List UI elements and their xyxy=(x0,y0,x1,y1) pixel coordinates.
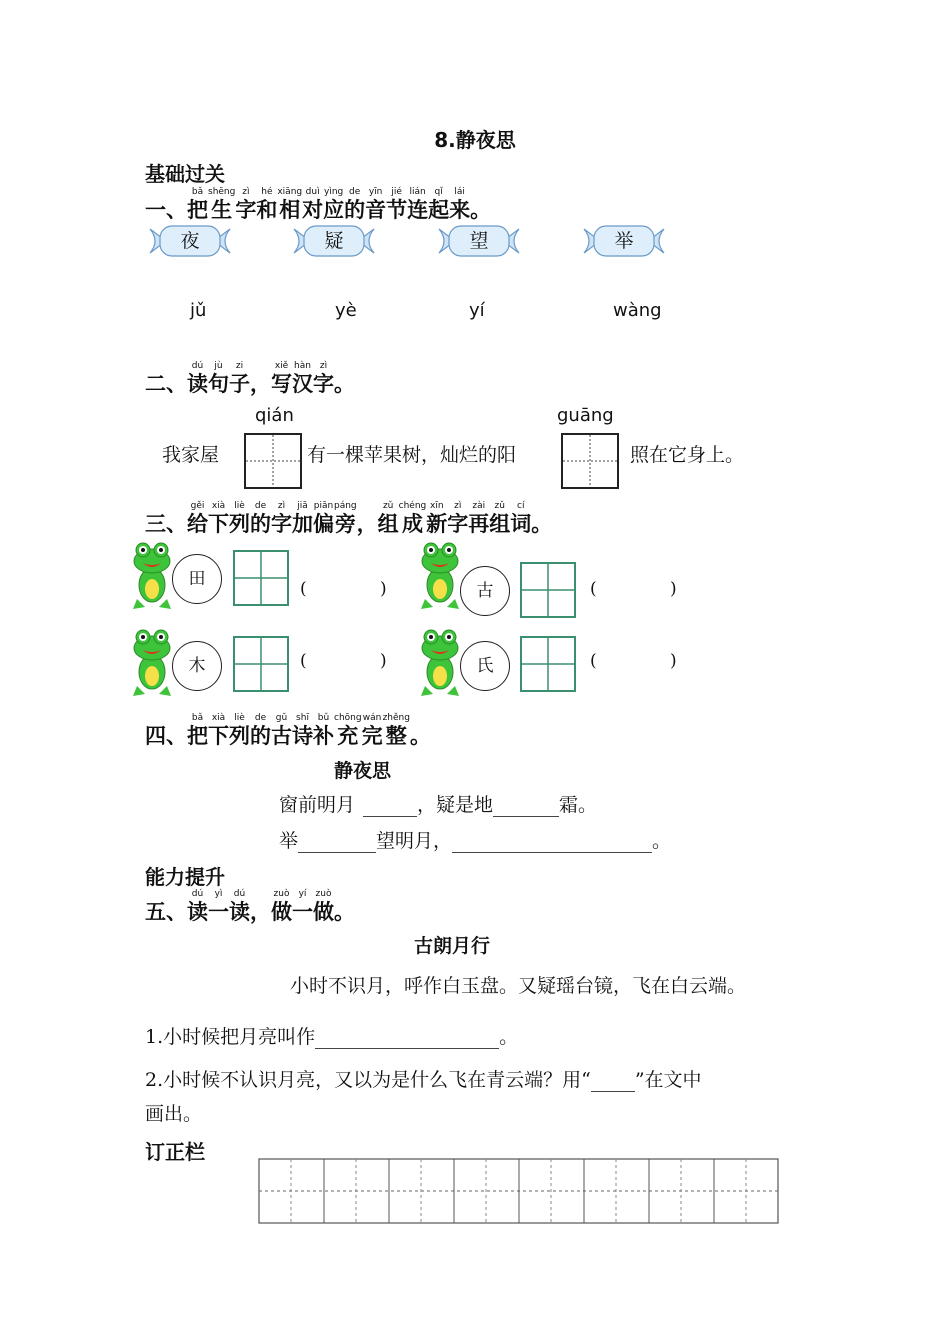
paren-close: ) xyxy=(380,579,387,599)
pinyin-option-1[interactable]: jǔ xyxy=(190,300,207,321)
heading-char: 下 xyxy=(208,512,229,536)
poem-title-1: 静夜思 xyxy=(334,760,392,782)
correction-label: 订正栏 xyxy=(145,1140,205,1164)
heading-char: 对 xyxy=(302,198,324,222)
heading-segment xyxy=(383,712,410,748)
heading-char: 充 xyxy=(337,724,359,748)
pinyin-annotation: chéng xyxy=(398,501,427,511)
heading-segment xyxy=(229,888,250,924)
heading-char: 一 xyxy=(292,900,313,924)
heading-char: ， xyxy=(356,512,378,536)
pinyin-hint-1: qián xyxy=(255,405,294,426)
heading-segment xyxy=(531,500,552,536)
pinyin-annotation: duì xyxy=(305,187,320,197)
q5-heading xyxy=(145,888,355,924)
heading-segment xyxy=(323,186,344,222)
heading-char: 。 xyxy=(531,512,553,536)
heading-char: 和 xyxy=(256,198,278,222)
pinyin-annotation: bǎ xyxy=(191,713,204,723)
pinyin-annotation: zi xyxy=(235,361,244,371)
heading-char: 。 xyxy=(334,372,355,396)
pinyin-annotation: dú xyxy=(233,889,246,899)
poem-text: 望明月， xyxy=(376,830,453,852)
heading-char: 做 xyxy=(313,900,334,924)
pinyin-option-4[interactable]: wàng xyxy=(613,300,662,321)
blank-6[interactable] xyxy=(591,1071,635,1092)
heading-segment xyxy=(292,500,313,536)
pinyin-annotation: lián xyxy=(409,187,426,197)
candy-char: 夜 xyxy=(180,230,200,252)
pinyin-annotation: cí xyxy=(517,501,525,511)
heading-segment xyxy=(229,712,250,748)
heading-char: ， xyxy=(250,900,271,924)
pinyin-annotation: dú xyxy=(191,889,204,899)
candy-char: 望 xyxy=(469,230,489,252)
pinyin-annotation: jù xyxy=(214,361,223,371)
heading-segment xyxy=(292,712,313,748)
pinyin-annotation: liè xyxy=(234,501,245,511)
pinyin-annotation: yí xyxy=(298,889,307,899)
heading-char: 读 xyxy=(229,900,250,924)
heading-segment xyxy=(426,500,447,536)
pinyin-annotation: bǎ xyxy=(191,187,204,197)
heading-char: 。 xyxy=(334,900,355,924)
heading-segment xyxy=(229,500,250,536)
grid-box[interactable] xyxy=(233,550,289,606)
q4-heading xyxy=(145,712,431,748)
heading-char: 来 xyxy=(449,198,471,222)
poem-text: 。 xyxy=(652,830,672,852)
heading-char: 整 xyxy=(385,724,407,748)
poem-text: 窗前明月 xyxy=(279,794,356,816)
heading-char: 旁 xyxy=(334,512,356,536)
pinyin-annotation: xiāng xyxy=(277,187,303,197)
frog-icon xyxy=(419,624,461,698)
heading-char: 偏 xyxy=(313,512,334,536)
heading-segment xyxy=(378,500,399,536)
heading-segment xyxy=(208,360,229,396)
heading-segment xyxy=(357,500,378,536)
pinyin-annotation: páng xyxy=(334,501,357,511)
heading-segment xyxy=(271,360,292,396)
poem-text: ，疑是地 xyxy=(417,794,494,816)
pinyin-annotation: piān xyxy=(313,501,334,511)
heading-segment xyxy=(250,500,271,536)
heading-segment xyxy=(145,888,187,924)
heading-segment xyxy=(313,360,334,396)
writing-box-2[interactable] xyxy=(561,433,619,489)
candy-1[interactable] xyxy=(148,224,232,262)
candy-3[interactable] xyxy=(437,224,521,262)
heading-char: 的 xyxy=(344,198,366,222)
heading-char: 下 xyxy=(208,724,229,748)
heading-char: ， xyxy=(250,372,271,396)
candy-4[interactable] xyxy=(582,224,666,262)
heading-char: 成 xyxy=(401,512,423,536)
heading-char: 字 xyxy=(271,512,292,536)
heading-segment xyxy=(187,712,208,748)
frog-icon xyxy=(131,624,173,698)
heading-char: 一、 xyxy=(145,198,187,222)
heading-segment xyxy=(292,888,313,924)
heading-char: 新 xyxy=(426,512,448,536)
pinyin-annotation: bǔ xyxy=(317,713,330,723)
sentence-part-1: 我家屋 xyxy=(162,444,220,466)
pinyin-annotation: xià xyxy=(211,501,226,511)
heading-segment xyxy=(344,186,365,222)
pinyin-annotation: liè xyxy=(234,713,245,723)
poem-text: 举 xyxy=(279,830,299,852)
paren-open: ( xyxy=(590,651,597,671)
heading-segment xyxy=(399,500,427,536)
heading-char: 应 xyxy=(323,198,345,222)
heading-segment xyxy=(187,888,208,924)
heading-char: 子 xyxy=(229,372,250,396)
pinyin-annotation: de xyxy=(254,501,267,511)
heading-segment xyxy=(145,500,187,536)
pinyin-annotation: zhěng xyxy=(382,713,410,723)
heading-segment xyxy=(334,712,362,748)
heading-segment xyxy=(510,500,531,536)
char-circle: 田 xyxy=(172,554,222,604)
pinyin-annotation: de xyxy=(254,713,267,723)
heading-char: 连 xyxy=(407,198,429,222)
heading-char: 字 xyxy=(313,372,334,396)
pinyin-annotation: dú xyxy=(191,361,204,371)
pinyin-annotation: yīn xyxy=(368,187,383,197)
pinyin-annotation: jié xyxy=(391,187,402,197)
pinyin-annotation: shēng xyxy=(208,187,236,197)
char-circle: 氏 xyxy=(460,641,510,691)
heading-segment xyxy=(187,360,208,396)
heading-segment xyxy=(449,186,470,222)
q3-heading xyxy=(145,500,552,536)
heading-segment xyxy=(313,888,334,924)
pinyin-annotation: zì xyxy=(454,501,462,511)
candy-char: 举 xyxy=(614,230,634,252)
writing-box-1[interactable] xyxy=(244,433,302,489)
pinyin-option-3[interactable]: yí xyxy=(469,300,485,321)
sentence-part-3: 照在它身上。 xyxy=(630,444,745,466)
pinyin-annotation: zì xyxy=(319,361,328,371)
grid-box[interactable] xyxy=(520,562,576,618)
heading-char: 二、 xyxy=(145,372,187,396)
heading-char: 句 xyxy=(208,372,229,396)
heading-segment xyxy=(187,186,208,222)
pinyin-annotation: de xyxy=(349,187,361,197)
poem-text: 霜。 xyxy=(559,794,598,816)
heading-char: 做 xyxy=(271,900,292,924)
heading-segment xyxy=(250,888,271,924)
heading-segment xyxy=(271,500,292,536)
grid-box[interactable] xyxy=(520,636,576,692)
pinyin-annotation: zǔ xyxy=(382,501,394,511)
pinyin-annotation: chōng xyxy=(334,713,362,723)
heading-segment xyxy=(250,712,271,748)
heading-char: 字 xyxy=(447,512,469,536)
poem-line-1 xyxy=(279,790,597,817)
correction-grid[interactable] xyxy=(258,1158,780,1225)
candy-2[interactable] xyxy=(292,224,376,262)
heading-char: 汉 xyxy=(292,372,313,396)
frog-icon xyxy=(419,537,461,611)
heading-segment xyxy=(187,500,208,536)
char-circle: 木 xyxy=(172,641,222,691)
section-basic: 基础过关 xyxy=(145,162,225,186)
heading-segment xyxy=(334,888,355,924)
pinyin-annotation: hàn xyxy=(294,361,311,371)
heading-segment xyxy=(362,712,383,748)
pinyin-option-2[interactable]: yè xyxy=(335,300,357,321)
heading-char: 组 xyxy=(489,512,511,536)
candy-char: 疑 xyxy=(324,230,344,252)
pinyin-annotation: xià xyxy=(211,713,226,723)
pinyin-annotation: lái xyxy=(454,187,465,197)
heading-segment xyxy=(208,712,229,748)
heading-char: 五、 xyxy=(145,900,187,924)
heading-char: 读 xyxy=(187,372,208,396)
heading-char: 组 xyxy=(377,512,399,536)
page-title: 8.静夜思 xyxy=(434,128,516,152)
blank-3[interactable] xyxy=(298,832,376,853)
section-advanced: 能力提升 xyxy=(145,865,225,889)
blank-1[interactable] xyxy=(363,796,417,817)
heading-char: 列 xyxy=(229,724,250,748)
pinyin-annotation: yìng xyxy=(324,187,344,197)
heading-segment xyxy=(365,186,386,222)
heading-segment xyxy=(145,712,187,748)
heading-segment xyxy=(208,500,229,536)
heading-segment xyxy=(271,712,292,748)
heading-char: 相 xyxy=(279,198,301,222)
heading-char: 写 xyxy=(271,372,292,396)
blank-5[interactable] xyxy=(315,1028,499,1049)
pinyin-annotation: yì xyxy=(214,889,223,899)
pinyin-hint-2: guāng xyxy=(557,405,614,426)
heading-char: 读 xyxy=(187,900,208,924)
heading-segment xyxy=(292,360,313,396)
heading-char: 字 xyxy=(235,198,257,222)
paren-open: ( xyxy=(590,579,597,599)
blank-4[interactable] xyxy=(452,832,652,853)
poem-title-2: 古朗月行 xyxy=(414,935,491,957)
heading-char: 四、 xyxy=(145,724,187,748)
question-text: 1.小时候把月亮叫作 xyxy=(145,1026,316,1048)
heading-char: 诗 xyxy=(292,724,313,748)
heading-segment xyxy=(407,186,428,222)
question-text: 。 xyxy=(499,1026,519,1048)
heading-segment xyxy=(313,500,334,536)
pinyin-annotation: zài xyxy=(472,501,486,511)
pinyin-annotation: jiā xyxy=(297,501,308,511)
paren-close: ) xyxy=(670,579,677,599)
heading-char: 把 xyxy=(187,198,208,222)
pinyin-annotation: zì xyxy=(277,501,286,511)
pinyin-annotation: shī xyxy=(296,713,309,723)
heading-char: 给 xyxy=(187,512,208,536)
heading-char: 列 xyxy=(229,512,250,536)
heading-char: 词 xyxy=(510,512,532,536)
heading-char: 的 xyxy=(250,512,271,536)
heading-segment xyxy=(208,888,229,924)
heading-segment xyxy=(489,500,510,536)
heading-char: 音 xyxy=(365,198,387,222)
heading-char: 。 xyxy=(409,724,431,748)
heading-char: 古 xyxy=(271,724,292,748)
heading-segment xyxy=(208,186,235,222)
heading-segment xyxy=(256,186,277,222)
heading-char: 再 xyxy=(468,512,490,536)
pinyin-annotation: qǐ xyxy=(434,187,443,197)
pinyin-annotation: wán xyxy=(362,713,382,723)
pinyin-annotation: xīn xyxy=(430,501,444,511)
heading-char: 完 xyxy=(361,724,383,748)
pinyin-annotation: zǔ xyxy=(494,501,505,511)
pinyin-annotation: gěi xyxy=(190,501,205,511)
heading-segment xyxy=(410,712,431,748)
grid-box[interactable] xyxy=(233,636,289,692)
heading-segment xyxy=(470,186,491,222)
question-text: ”在文中 xyxy=(634,1069,702,1091)
question-item-2 xyxy=(145,1065,702,1092)
heading-char: 三、 xyxy=(145,512,187,536)
paren-open: ( xyxy=(300,579,307,599)
sentence-part-2: 有一棵苹果树，灿烂的阳 xyxy=(307,444,517,466)
paren-open: ( xyxy=(300,651,307,671)
pinyin-annotation: gǔ xyxy=(275,713,288,723)
heading-char: 起 xyxy=(428,198,450,222)
heading-segment xyxy=(334,360,355,396)
pinyin-annotation: xiě xyxy=(274,361,289,371)
paren-close: ) xyxy=(670,651,677,671)
heading-segment xyxy=(447,500,468,536)
heading-char: 的 xyxy=(250,724,271,748)
heading-segment xyxy=(302,186,323,222)
heading-char: 一 xyxy=(208,900,229,924)
heading-segment xyxy=(145,360,187,396)
blank-2[interactable] xyxy=(493,796,559,817)
pinyin-annotation: zì xyxy=(242,187,250,197)
heading-segment xyxy=(334,500,357,536)
poem-text-2: 小时不识月，呼作白玉盘。又疑瑶台镜，飞在白云端。 xyxy=(290,975,747,997)
question-item-2-cont: 画出。 xyxy=(145,1103,203,1125)
heading-char: 生 xyxy=(211,198,233,222)
heading-segment xyxy=(277,186,302,222)
heading-segment xyxy=(428,186,449,222)
poem-line-2 xyxy=(279,826,671,853)
heading-segment xyxy=(229,360,250,396)
paren-close: ) xyxy=(380,651,387,671)
heading-char: 加 xyxy=(292,512,313,536)
pinyin-annotation: zuò xyxy=(315,889,332,899)
heading-segment xyxy=(468,500,489,536)
q2-heading xyxy=(145,360,355,396)
heading-char: 补 xyxy=(313,724,334,748)
q1-heading xyxy=(145,186,491,222)
heading-char: 节 xyxy=(386,198,408,222)
question-item-1 xyxy=(145,1022,518,1049)
pinyin-annotation: zuò xyxy=(273,889,290,899)
pinyin-annotation: hé xyxy=(261,187,273,197)
heading-char: 。 xyxy=(470,198,492,222)
char-circle: 古 xyxy=(460,566,510,616)
question-text: 2.小时候不认识月亮，又以为是什么飞在青云端？用“ xyxy=(145,1069,591,1091)
heading-segment xyxy=(313,712,334,748)
heading-segment xyxy=(145,186,187,222)
heading-segment xyxy=(386,186,407,222)
heading-char: 把 xyxy=(187,724,208,748)
heading-segment xyxy=(250,360,271,396)
heading-segment xyxy=(271,888,292,924)
frog-icon xyxy=(131,537,173,611)
heading-segment xyxy=(235,186,256,222)
